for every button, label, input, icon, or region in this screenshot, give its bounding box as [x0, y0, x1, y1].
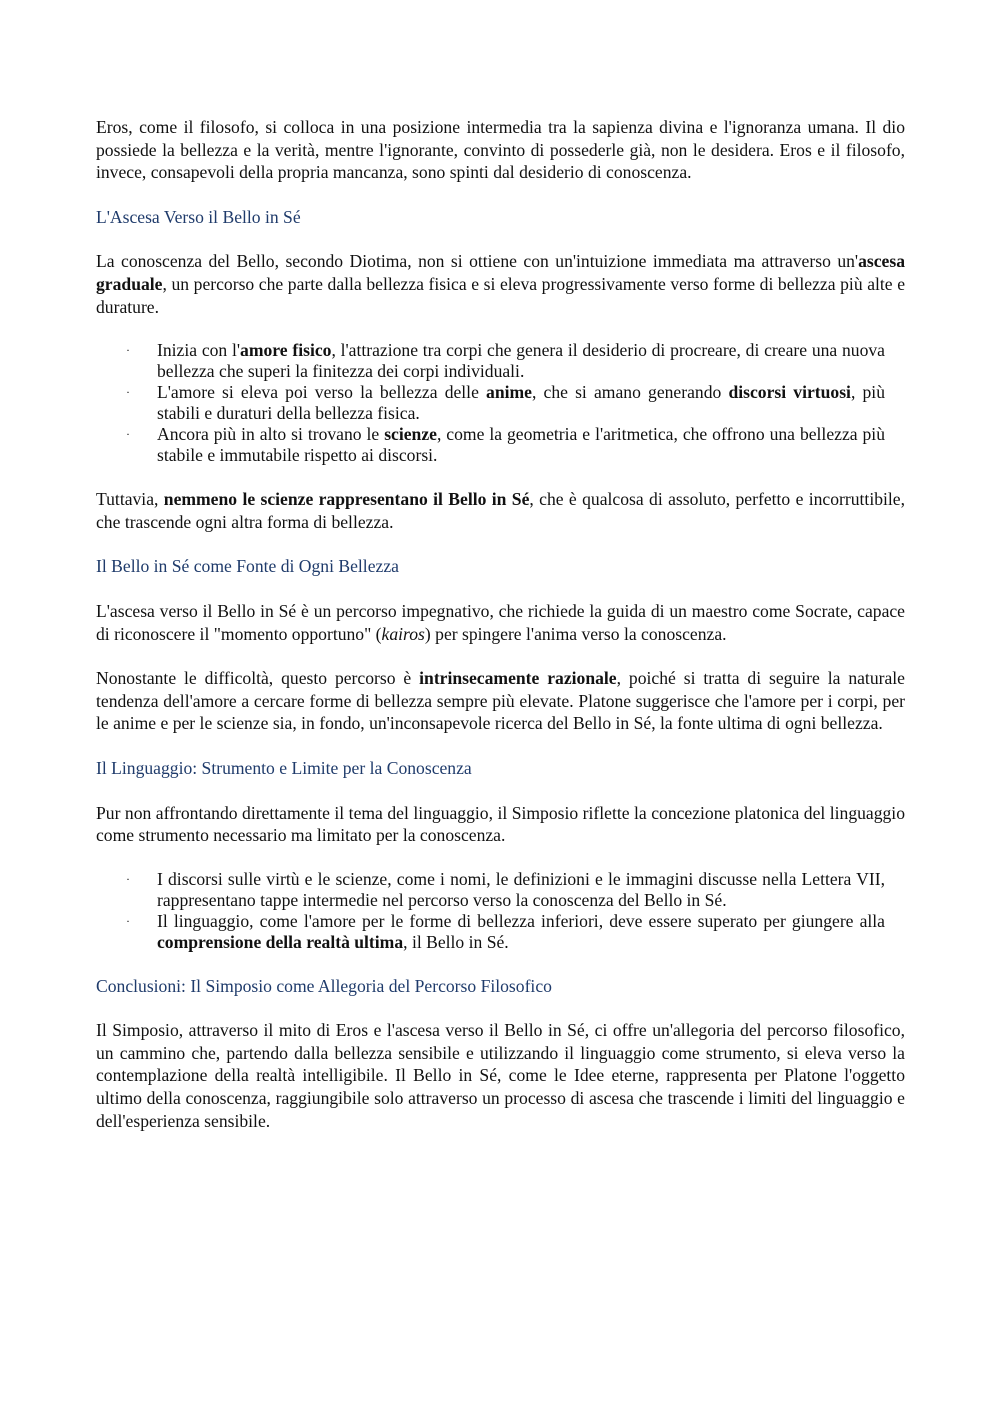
list-item: · Ancora più in alto si trovano le scienze, come la geometria e l'aritmetica, che offrono una bellezza più stabile e immutabile rispetto ai discorsi.: [126, 424, 885, 466]
bullet-icon: ·: [126, 913, 130, 928]
section-heading-ascesa: L'Ascesa Verso il Bello in Sé: [96, 206, 301, 227]
document-page: [96, 116, 905, 1154]
section-heading-linguaggio: Il Linguaggio: Strumento e Limite per la Conoscenza: [96, 757, 472, 778]
bello-paragraph-2: Nonostante le difficoltà, questo percorso è intrinsecamente razionale, poiché si tratta di seguire la naturale tendenza dell'amore a cercare forme di bellezza sempre più elevate. Platone suggerisce che l'amore per i corpi, per le anime e per le scienze sia, in fondo, un'inconsapevole ricerca del Bello in Sé, la fonte ultima di ogni bellezza.: [96, 668, 905, 734]
section-heading-bello: Il Bello in Sé come Fonte di Ogni Bellezza: [96, 556, 399, 577]
list-item: · Il linguaggio, come l'amore per le forme di bellezza inferiori, deve essere superato per giungere alla comprensione della realtà ultima, il Bello in Sé.: [126, 910, 885, 952]
linguaggio-paragraph: Pur non affrontando direttamente il tema del linguaggio, il Simposio riflette la concezione platonica del linguaggio come strumento necessario ma limitato per la conoscenza.: [96, 802, 905, 846]
ascesa-paragraph: La conoscenza del Bello, secondo Diotima, non si ottiene con un'intuizione immediata ma attraverso un'ascesa graduale, un percorso che parte dalla bellezza fisica e si eleva progressivamente verso forme di bellezza più alte e durature.: [96, 251, 905, 317]
linguaggio-list: [96, 869, 905, 953]
bullet-icon: ·: [126, 871, 130, 886]
bullet-icon: ·: [126, 427, 130, 442]
list-item: · L'amore si eleva poi verso la bellezza delle anime, che si amano generando discorsi virtuosi, più stabili e duraturi della bellezza fisica.: [126, 382, 885, 424]
intro-paragraph: Eros, come il filosofo, si colloca in una posizione intermedia tra la sapienza divina e l'ignoranza umana. Il dio possiede la bellezza e la verità, mentre l'ignorante, convinto di possederle già, non le desidera. Eros e il filosofo, invece, consapevoli della propria mancanza, sono spinti dal desiderio di conoscenza.: [96, 117, 905, 183]
ascesa-steps-list: [96, 340, 905, 466]
section-heading-conclusioni: Conclusioni: Il Simposio come Allegoria del Percorso Filosofico: [96, 975, 552, 996]
conclusioni-paragraph: Il Simposio, attraverso il mito di Eros e l'ascesa verso il Bello in Sé, ci offre un'allegoria del percorso filosofico, un cammino che, partendo dalla bellezza sensibile e utilizzando il linguaggio come strumento, si eleva verso la contemplazione della realtà intelligibile. Il Bello in Sé, come le Idee eterne, rappresenta per Platone l'oggetto ultimo della conoscenza, raggiungibile solo attraverso un processo di ascesa che trascende i limiti del linguaggio e dell'esperienza sensibile.: [96, 1020, 905, 1131]
scienze-paragraph: Tuttavia, nemmeno le scienze rappresentano il Bello in Sé, che è qualcosa di assoluto, perfetto e incorruttibile, che trascende ogni altra forma di bellezza.: [96, 489, 905, 532]
bullet-icon: ·: [126, 343, 130, 358]
list-item: · Inizia con l'amore fisico, l'attrazione tra corpi che genera il desiderio di procreare, di creare una nuova bellezza che superi la finitezza dei corpi individuali.: [126, 340, 885, 382]
bullet-icon: ·: [126, 385, 130, 400]
bold-ascesa-graduale: ascesa graduale: [96, 251, 905, 294]
bello-paragraph-1: L'ascesa verso il Bello in Sé è un percorso impegnativo, che richiede la guida di un maestro come Socrate, capace di riconoscere il "momento opportuno" (kairos) per spingere l'anima verso la conoscenza.: [96, 600, 905, 644]
list-item: · I discorsi sulle virtù e le scienze, come i nomi, le definizioni e le immagini discusse nella Lettera VII, rappresentano tappe intermedie nel percorso verso la conoscenza del Bello in Sé.: [126, 868, 885, 910]
